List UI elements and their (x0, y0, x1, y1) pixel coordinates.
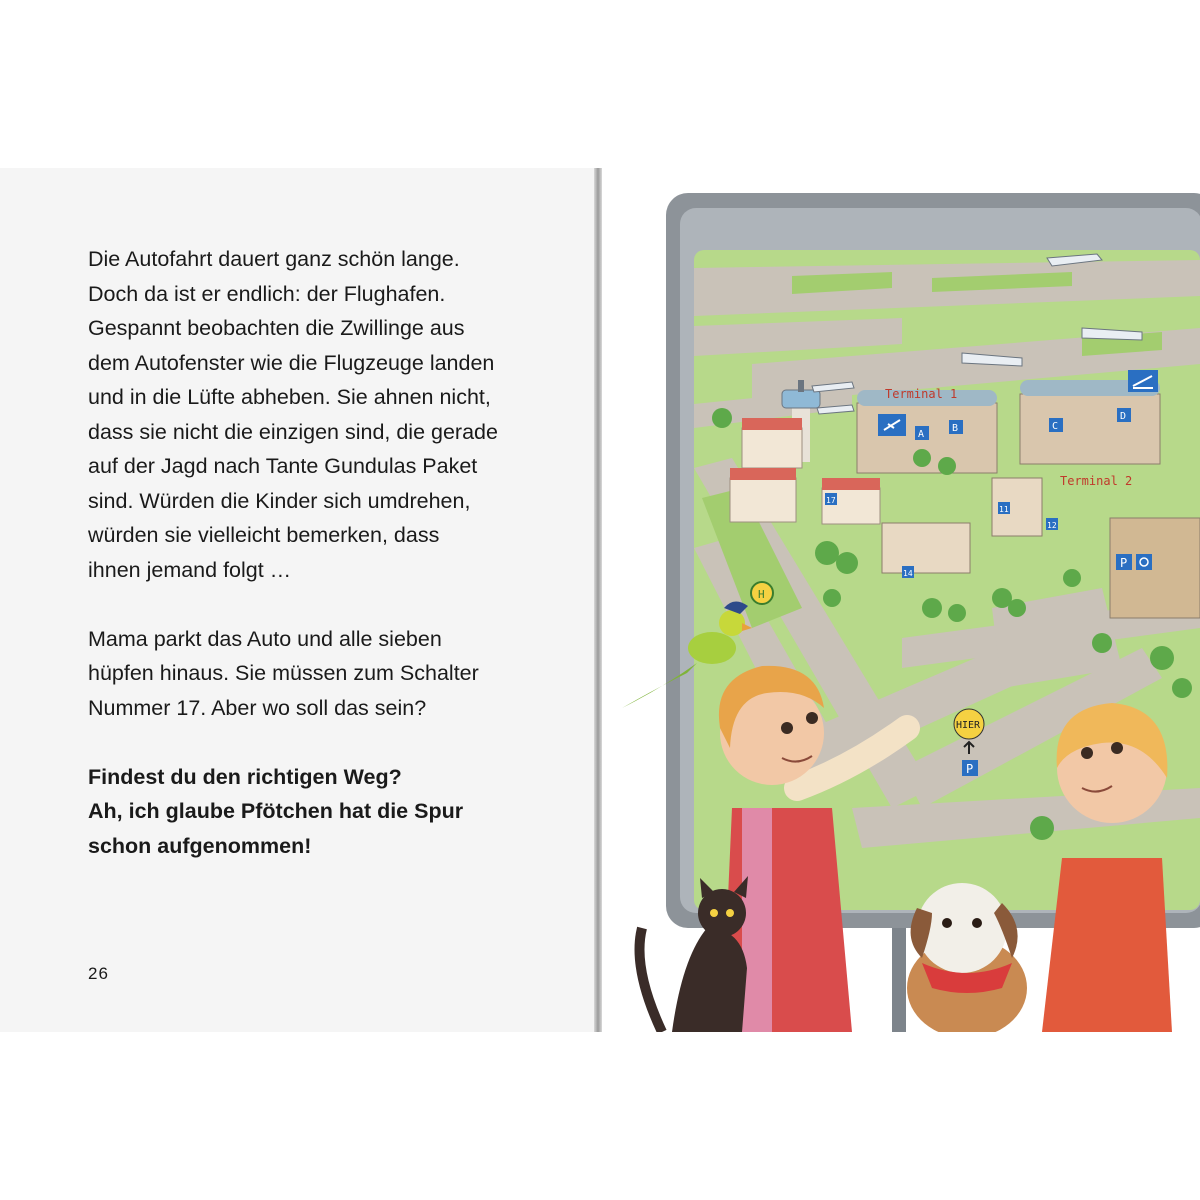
story-line: Gespannt beobachten die Zwillinge aus (88, 316, 465, 340)
story-line: dem Autofenster wie die Flugzeuge landen (88, 350, 495, 375)
paragraph-gap (88, 725, 558, 760)
gate-a-label: A (918, 429, 925, 440)
here-label: HIER (956, 720, 981, 731)
book-spread (0, 168, 1200, 1032)
airport-map-illustration (602, 168, 1200, 1032)
story-line: ihnen jemand folgt … (88, 557, 292, 582)
counter-17-label: 17 (826, 496, 836, 505)
book-gutter (594, 168, 602, 1032)
terminal-2-building (1020, 380, 1160, 464)
counter-12-label: 12 (1047, 521, 1057, 530)
story-line: Nummer 17. Aber wo soll das sein? (88, 695, 427, 720)
right-page (602, 168, 1200, 1032)
counter-14-label: 14 (903, 569, 913, 578)
prompt-line: Findest du den richtigen Weg? (88, 764, 402, 789)
page-number: 26 (88, 964, 109, 983)
counter-11-label: 11 (999, 505, 1009, 514)
boy-character (1042, 703, 1172, 1032)
gate-b-label: B (952, 423, 959, 434)
story-line: Doch da ist er endlich: der Flughafen. (88, 281, 446, 306)
story-line: Mama parkt das Auto und alle sieben (88, 626, 442, 651)
terminal-2-label: Terminal 2 (1060, 474, 1133, 488)
story-line: Die Autofahrt dauert ganz schön lange. (88, 247, 460, 271)
prompt-line: Ah, ich glaube Pfötchen hat die Spur (88, 799, 464, 823)
here-parking-sign: P (966, 762, 974, 776)
story-line: auf der Jagd nach Tante Gundulas Paket (88, 454, 478, 478)
story-line: sind. Würden die Kinder sich umdrehen, (88, 488, 471, 513)
parking-covered-sign: P (1120, 556, 1128, 570)
prompt-line: schon aufgenommen! (88, 833, 312, 858)
story-line: dass sie nicht die einzigen sind, die gerade (88, 419, 498, 444)
story-line: hüpfen hinaus. Sie müssen zum Schalter (88, 661, 479, 685)
story-line: würden sie vielleicht bemerken, dass (88, 523, 440, 547)
story-line: und in die Lüfte abheben. Sie ahnen nicht, (88, 385, 491, 409)
accessible-icon (1136, 554, 1152, 570)
sign-post (892, 928, 906, 1032)
left-page (0, 168, 596, 1032)
story-text (88, 242, 558, 863)
gate-d-label: D (1120, 411, 1127, 422)
terminal-1-label: Terminal 1 (885, 387, 958, 401)
bus-stop-label: H (758, 588, 765, 601)
gate-c-label: C (1052, 421, 1059, 432)
paragraph-gap (88, 587, 558, 622)
